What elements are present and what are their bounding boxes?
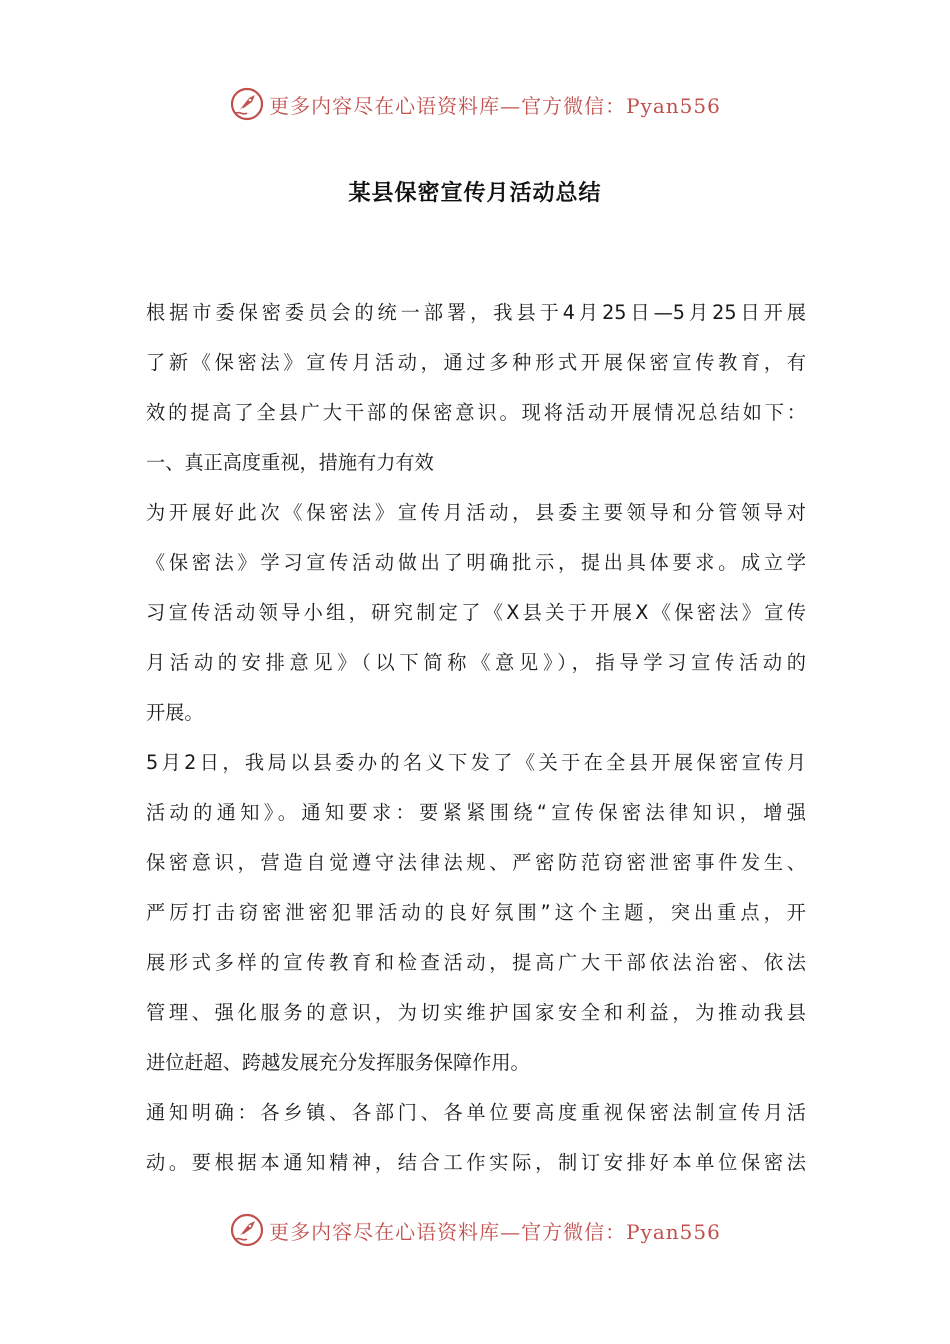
footer-banner: [0, 1210, 950, 1250]
body-line: 根据市委保密委员会的统一部署，我县于4月25日—5月25日开展: [146, 301, 806, 324]
footer-banner-text: 更多内容尽在心语资料库—官方微信：Pyan556: [269, 1219, 721, 1244]
body-line: 5月2日，我局以县委办的名义下发了《关于在全县开展保密宣传月: [146, 751, 806, 774]
pen-nib-logo-icon: [229, 1212, 265, 1248]
body-line: 通知明确：各乡镇、各部门、各单位要高度重视保密法制宣传月活: [146, 1101, 806, 1124]
header-banner: [0, 84, 950, 124]
document-body: [146, 288, 806, 1188]
section-heading: 一、真正高度重视，措施有力有效: [146, 451, 434, 474]
body-line: 了新《保密法》宣传月活动，通过多种形式开展保密宣传教育，有: [146, 351, 806, 374]
body-line: 保密意识，营造自觉遵守法律法规、严密防范窃密泄密事件发生、: [146, 851, 806, 874]
body-line: 效的提高了全县广大干部的保密意识。现将活动开展情况总结如下：: [146, 401, 806, 424]
body-line: 进位赶超、跨越发展充分发挥服务保障作用。: [146, 1051, 530, 1074]
page-title: 某县保密宣传月活动总结: [348, 181, 602, 206]
pen-nib-logo-icon: [229, 86, 265, 122]
body-line: 严厉打击窃密泄密犯罪活动的良好氛围”这个主题，突出重点，开: [146, 901, 806, 924]
body-line: 展形式多样的宣传教育和检查活动，提高广大干部依法治密、依法: [146, 951, 806, 974]
body-line: 管理、强化服务的意识，为切实维护国家安全和利益，为推动我县: [146, 1001, 806, 1024]
body-line: 开展。: [146, 701, 204, 724]
body-line: 为开展好此次《保密法》宣传月活动，县委主要领导和分管领导对: [146, 501, 806, 524]
body-line: 习宣传活动领导小组，研究制定了《X县关于开展X《保密法》宣传: [146, 601, 806, 624]
header-banner-text: 更多内容尽在心语资料库—官方微信：Pyan556: [269, 93, 721, 118]
body-line: 活动的通知》。通知要求：要紧紧围绕“宣传保密法律知识，增强: [146, 801, 806, 824]
body-line: 《保密法》学习宣传活动做出了明确批示，提出具体要求。成立学: [146, 551, 806, 574]
body-line: 月活动的安排意见》（以下简称《意见》），指导学习宣传活动的: [146, 651, 806, 674]
body-line: 动。要根据本通知精神，结合工作实际，制订安排好本单位保密法: [146, 1151, 806, 1174]
